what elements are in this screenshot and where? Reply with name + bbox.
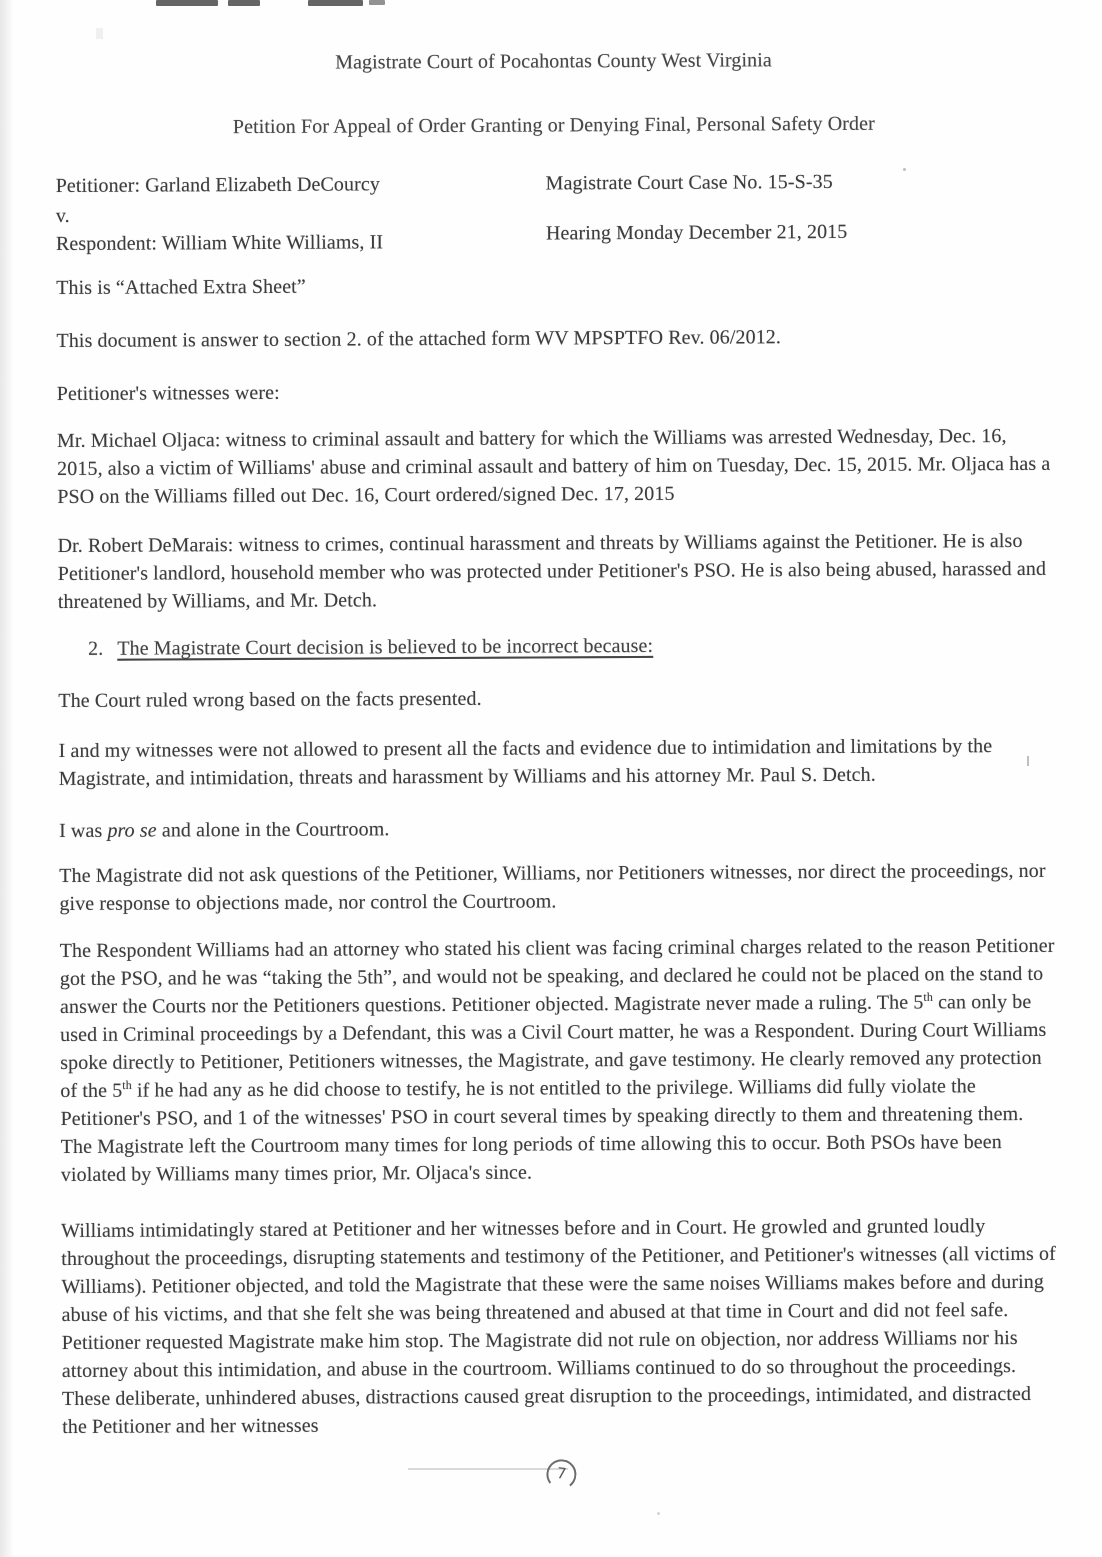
court-title: Magistrate Court of Pocahontas County West Virginia [335, 49, 772, 74]
pro-se-paragraph [59, 812, 1056, 845]
respondent-seg3: if he had any as he did choose to testify, he is not entitled to the privilege. Williams did fully violate the Petitioner's PSO, and 1 of the witnesses' PSO in court several times by speaking directly to them and threatening them. The Magistrate left the Courtroom many times for long periods of time allowing this to occur. Both PSOs have been violated by Williams many times prior, Mr. Oljaca's since. [60, 1075, 1024, 1187]
not-allowed-paragraph: I and my witnesses were not allowed to present all the facts and evidence due to intimidation and limitations by the Magistrate, and intimidation, threats and harassment by Williams and his attorney Mr. Paul S. Detch. [58, 735, 993, 791]
hearing-date-line: Hearing Monday December 21, 2015 [545, 220, 848, 245]
ruling-paragraph: The Court ruled wrong based on the facts presented. [58, 687, 482, 713]
magistrate-paragraph: The Magistrate did not ask questions of the Petitioner, Williams, nor Petitioners witnesses, nor direct the proceedings, nor give response to objections made, nor control the Courtroom. [59, 859, 1046, 916]
attached-sheet-note: This is “Attached Extra Sheet” [56, 275, 306, 300]
parties-block [56, 167, 1053, 258]
page-number-area [62, 1456, 1059, 1492]
section2-number: 2. [88, 637, 104, 660]
respondent-seg2: can only be used in Criminal proceedings by a Defendant, this was a Civil Court matter, he was a Respondent. During Court Williams spoke directly to Petitioner, Petitioners witnesses, the Magistrate, and gave testimony. He clearly removed any protection of the 5 [60, 990, 1047, 1103]
respondent-line: Respondent: William White Williams, II [55, 231, 384, 256]
parties-left-column [56, 169, 546, 258]
document-title: Petition For Appeal of Order Granting or Denying Final, Personal Safety Order [232, 112, 875, 139]
pro-se-italic: pro se [107, 819, 157, 842]
respondent-seg1: The Respondent Williams had an attorney who stated his client was facing criminal charges related to the reason Petitioner got the PSO, and he was “taking the 5th”, and would not be speaking, and declared he could not be placed on the stand to answer the Courts nor the Petitioners questions. Petitioner objected. Magistrate never made a ruling. The 5 [59, 934, 1055, 1019]
handwritten-page-number: 7 [544, 1458, 578, 1492]
petitioner-line: Petitioner: Garland Elizabeth DeCourcy [55, 173, 380, 198]
respondent-sup1: th [923, 989, 933, 1004]
case-number-line: Magistrate Court Case No. 15-S-35 [545, 170, 833, 195]
witness-intro-line: Petitioner's witnesses were: [56, 381, 280, 406]
versus-line: v. [55, 204, 70, 228]
respondent-paragraph [60, 932, 1058, 1189]
pro-se-seg1: I was [58, 819, 108, 843]
answer-note: This document is answer to section 2. of the attached form WV MPSPTFO Rev. 06/2012. [56, 326, 782, 353]
pro-se-seg2: and alone in the Courtroom. [156, 818, 390, 842]
scan-speck [657, 1512, 660, 1515]
respondent-sup2: th [122, 1077, 132, 1093]
witness2-paragraph: Dr. Robert DeMarais: witness to crimes, continual harassment and threats by Williams against the Petitioner. He is also Petitioner's landlord, household member who was protected under Petitioner's PSO. He is also being abused, harassed and threatened by Williams, and Mr. Detch. [57, 529, 1047, 614]
parties-right-column [546, 167, 1053, 256]
intimidation-paragraph: Williams intimidatingly stared at Petitioner and her witnesses before and in Court. He growled and grunted loudly throughout the proceedings, disrupting statements and testimony of the Petitioner, and Petitioner's witnesses (all victims of Williams). Petitioner objected, and told the Magistrate that these were the same noises Williams makes before and during abuse of his victims, and that she felt she was being threatened and abused at that time in Court and did not feel safe. Petitioner requested Magistrate make him stop. The Magistrate did not rule on objection, nor address Williams nor his attorney about this intimidation, and abuse in the courtroom. Williams continued to do so throughout the proceedings. These deliberate, unhindered abuses, distractions caused great disruption to the proceedings, intimidated, and distracted the Petitioner and her witnesses [61, 1215, 1056, 1439]
witness1-paragraph: Mr. Michael Oljaca: witness to criminal assault and battery for which the Williams was arrested Wednesday, Dec. 16, 2015, also a victim of Williams' abuse and criminal assault and battery of him on Tuesday, Dec. 15, 2015. Mr. Oljaca has a PSO on the Williams filled out Dec. 16, Court ordered/signed Dec. 17, 2015 [56, 425, 1051, 509]
section2-heading [58, 630, 1055, 663]
section2-heading-text: The Magistrate Court decision is believed to be incorrect because: [117, 634, 654, 660]
